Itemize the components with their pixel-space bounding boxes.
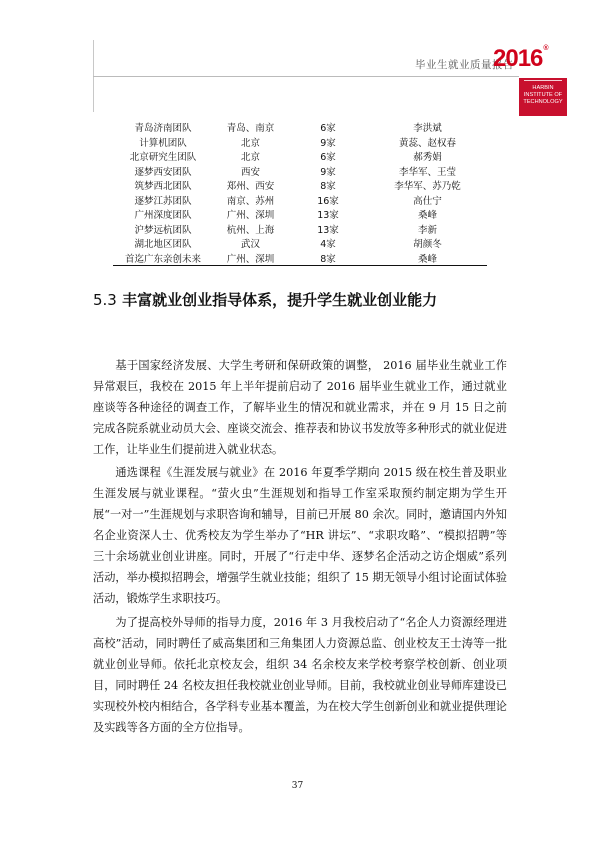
section-number: 5.3 bbox=[93, 291, 117, 309]
table-cell: 首迄广东亲创未来 bbox=[113, 251, 213, 266]
table-cell: 桑峰 bbox=[368, 251, 487, 266]
table-cell: 计算机团队 bbox=[139, 137, 187, 149]
table-cell: 13家 bbox=[317, 210, 339, 222]
table-cell: 李洪斌 bbox=[413, 123, 442, 135]
table-row bbox=[113, 178, 487, 193]
table-cell: 沪梦远杭团队 bbox=[134, 224, 192, 236]
table-cell: 桑峰 bbox=[417, 210, 437, 222]
table-cell: 北京 bbox=[240, 137, 260, 149]
section-title-text: 丰富就业创业指导体系，提升学生就业创业能力 bbox=[122, 291, 438, 309]
table-cell: 9家 bbox=[320, 166, 336, 178]
table-cell: 湖北地区团队 bbox=[134, 239, 192, 251]
team-table bbox=[113, 120, 487, 266]
table-row bbox=[113, 120, 487, 135]
section-heading bbox=[93, 289, 437, 310]
table-cell: 武汉 bbox=[240, 239, 260, 251]
table-cell: 高仕宁 bbox=[413, 195, 442, 207]
table-cell: 逐梦西安团队 bbox=[134, 166, 192, 178]
team-table-body bbox=[113, 120, 487, 266]
table-cell: 李华军、苏乃乾 bbox=[394, 181, 461, 193]
table-cell: 胡颜冬 bbox=[413, 239, 442, 251]
table-row bbox=[113, 149, 487, 164]
table-cell: 筑梦西北团队 bbox=[134, 181, 192, 193]
table-cell: 广州、深圳 bbox=[226, 210, 275, 222]
logo-rule bbox=[524, 80, 562, 81]
table-cell: 13家 bbox=[317, 224, 339, 236]
university-logo bbox=[519, 78, 567, 116]
body-paragraph: 基于国家经济发展、大学生考研和保研政策的调整， 2016 届毕业生就业工作异常艰巨，我校在 2015 年上半年提前启动了 2016 届毕业生就业工作，通过就业座谈等各种途径的调查工作，了解毕业生的情况和就业需求，并在 9 月 15 日之前完成各院系就业动员大会、座谈交流会、推荐表和协议书发放等多种形式的就业促进工作，让毕业生们提前进入就业状态。 bbox=[93, 359, 507, 457]
table-row bbox=[113, 251, 487, 266]
table-cell: 杭州、上海 bbox=[226, 224, 275, 236]
table-cell: 6家 bbox=[320, 123, 336, 135]
table-cell: 广州、深圳 bbox=[213, 251, 288, 266]
body-paragraph: 为了提高校外导师的指导力度，2016 年 3 月我校启动了“名企人力资源经理进高校”活动，同时聘任了威高集团和三角集团人力资源总监、创业校友王士涛等一批就业创业导师。依托北京校友会，组织 34 名余校友来学校考察学校创新、创业项目，同时聘任 24 名校友担任我校就业创业导师。目前，我校就业创业导师库建设已实现校外校内相结合，各学科专业基本覆盖，为在校大学生创新创业和就业提供理论及实践等各方面的全方位指导。 bbox=[93, 616, 507, 735]
table-cell: 北京 bbox=[240, 152, 260, 164]
table-cell: 4家 bbox=[320, 239, 336, 251]
table-cell: 青岛济南团队 bbox=[134, 123, 192, 135]
logo-line: INSTITUTE OF bbox=[523, 92, 563, 98]
table-cell: 李华军、王莹 bbox=[398, 166, 456, 178]
table-cell: 李新 bbox=[417, 224, 437, 236]
table-row bbox=[113, 164, 487, 179]
table-cell: 黄蕊、赵权春 bbox=[398, 137, 456, 149]
header-year bbox=[493, 45, 548, 73]
table-cell: 8家 bbox=[320, 181, 336, 193]
table-cell: 郑州、西安 bbox=[226, 181, 275, 193]
table-cell: 南京、苏州 bbox=[226, 195, 275, 207]
table-cell: 9家 bbox=[320, 137, 336, 149]
logo-line: TECHNOLOGY bbox=[523, 99, 563, 105]
table-cell: 北京研究生团队 bbox=[129, 152, 197, 164]
table-cell: 郝秀娟 bbox=[413, 152, 442, 164]
header-title: 毕业生就业质量报告 bbox=[415, 59, 514, 71]
table-cell: 逐梦江苏团队 bbox=[134, 195, 192, 207]
page-number: 37 bbox=[291, 781, 304, 791]
body-paragraph: 通选课程《生涯发展与就业》在 2016 年夏季学期向 2015 级在校生普及职业生涯发展与就业课程。“萤火虫”生涯规划和指导工作室采取预约制定期为学生开展“一对一”生涯规划与求职咨询和辅导，目前已开展 80 余次。同时，邀请国内外知名企业资深人士、优秀校友为学生举办了“HR 讲坛”、“求职攻略”、“模拟招聘”等三十余场就业创业讲座。同时，开展了“行走中华、逐梦名企活动之访企烟威”系列活动，举办模拟招聘会，增强学生就业技能；组织了 15 期无领导小组讨论面试体验活动，锻炼学生求职技巧。 bbox=[93, 466, 507, 606]
table-cell: 8家 bbox=[288, 251, 368, 266]
table-cell: 青岛、南京 bbox=[226, 123, 275, 135]
header-rule bbox=[93, 76, 519, 77]
table-cell: 广州深度团队 bbox=[134, 210, 192, 222]
logo-line: HARBIN bbox=[532, 85, 554, 91]
table-row bbox=[113, 193, 487, 208]
registered-mark: ® bbox=[543, 45, 548, 52]
table-cell: 16家 bbox=[317, 195, 339, 207]
table-row bbox=[113, 135, 487, 150]
table-cell: 6家 bbox=[320, 152, 336, 164]
table-row bbox=[113, 236, 487, 251]
table-cell: 西安 bbox=[240, 166, 260, 178]
table-row bbox=[113, 222, 487, 237]
header-year-text: 2016 bbox=[493, 45, 543, 72]
table-row bbox=[113, 207, 487, 222]
